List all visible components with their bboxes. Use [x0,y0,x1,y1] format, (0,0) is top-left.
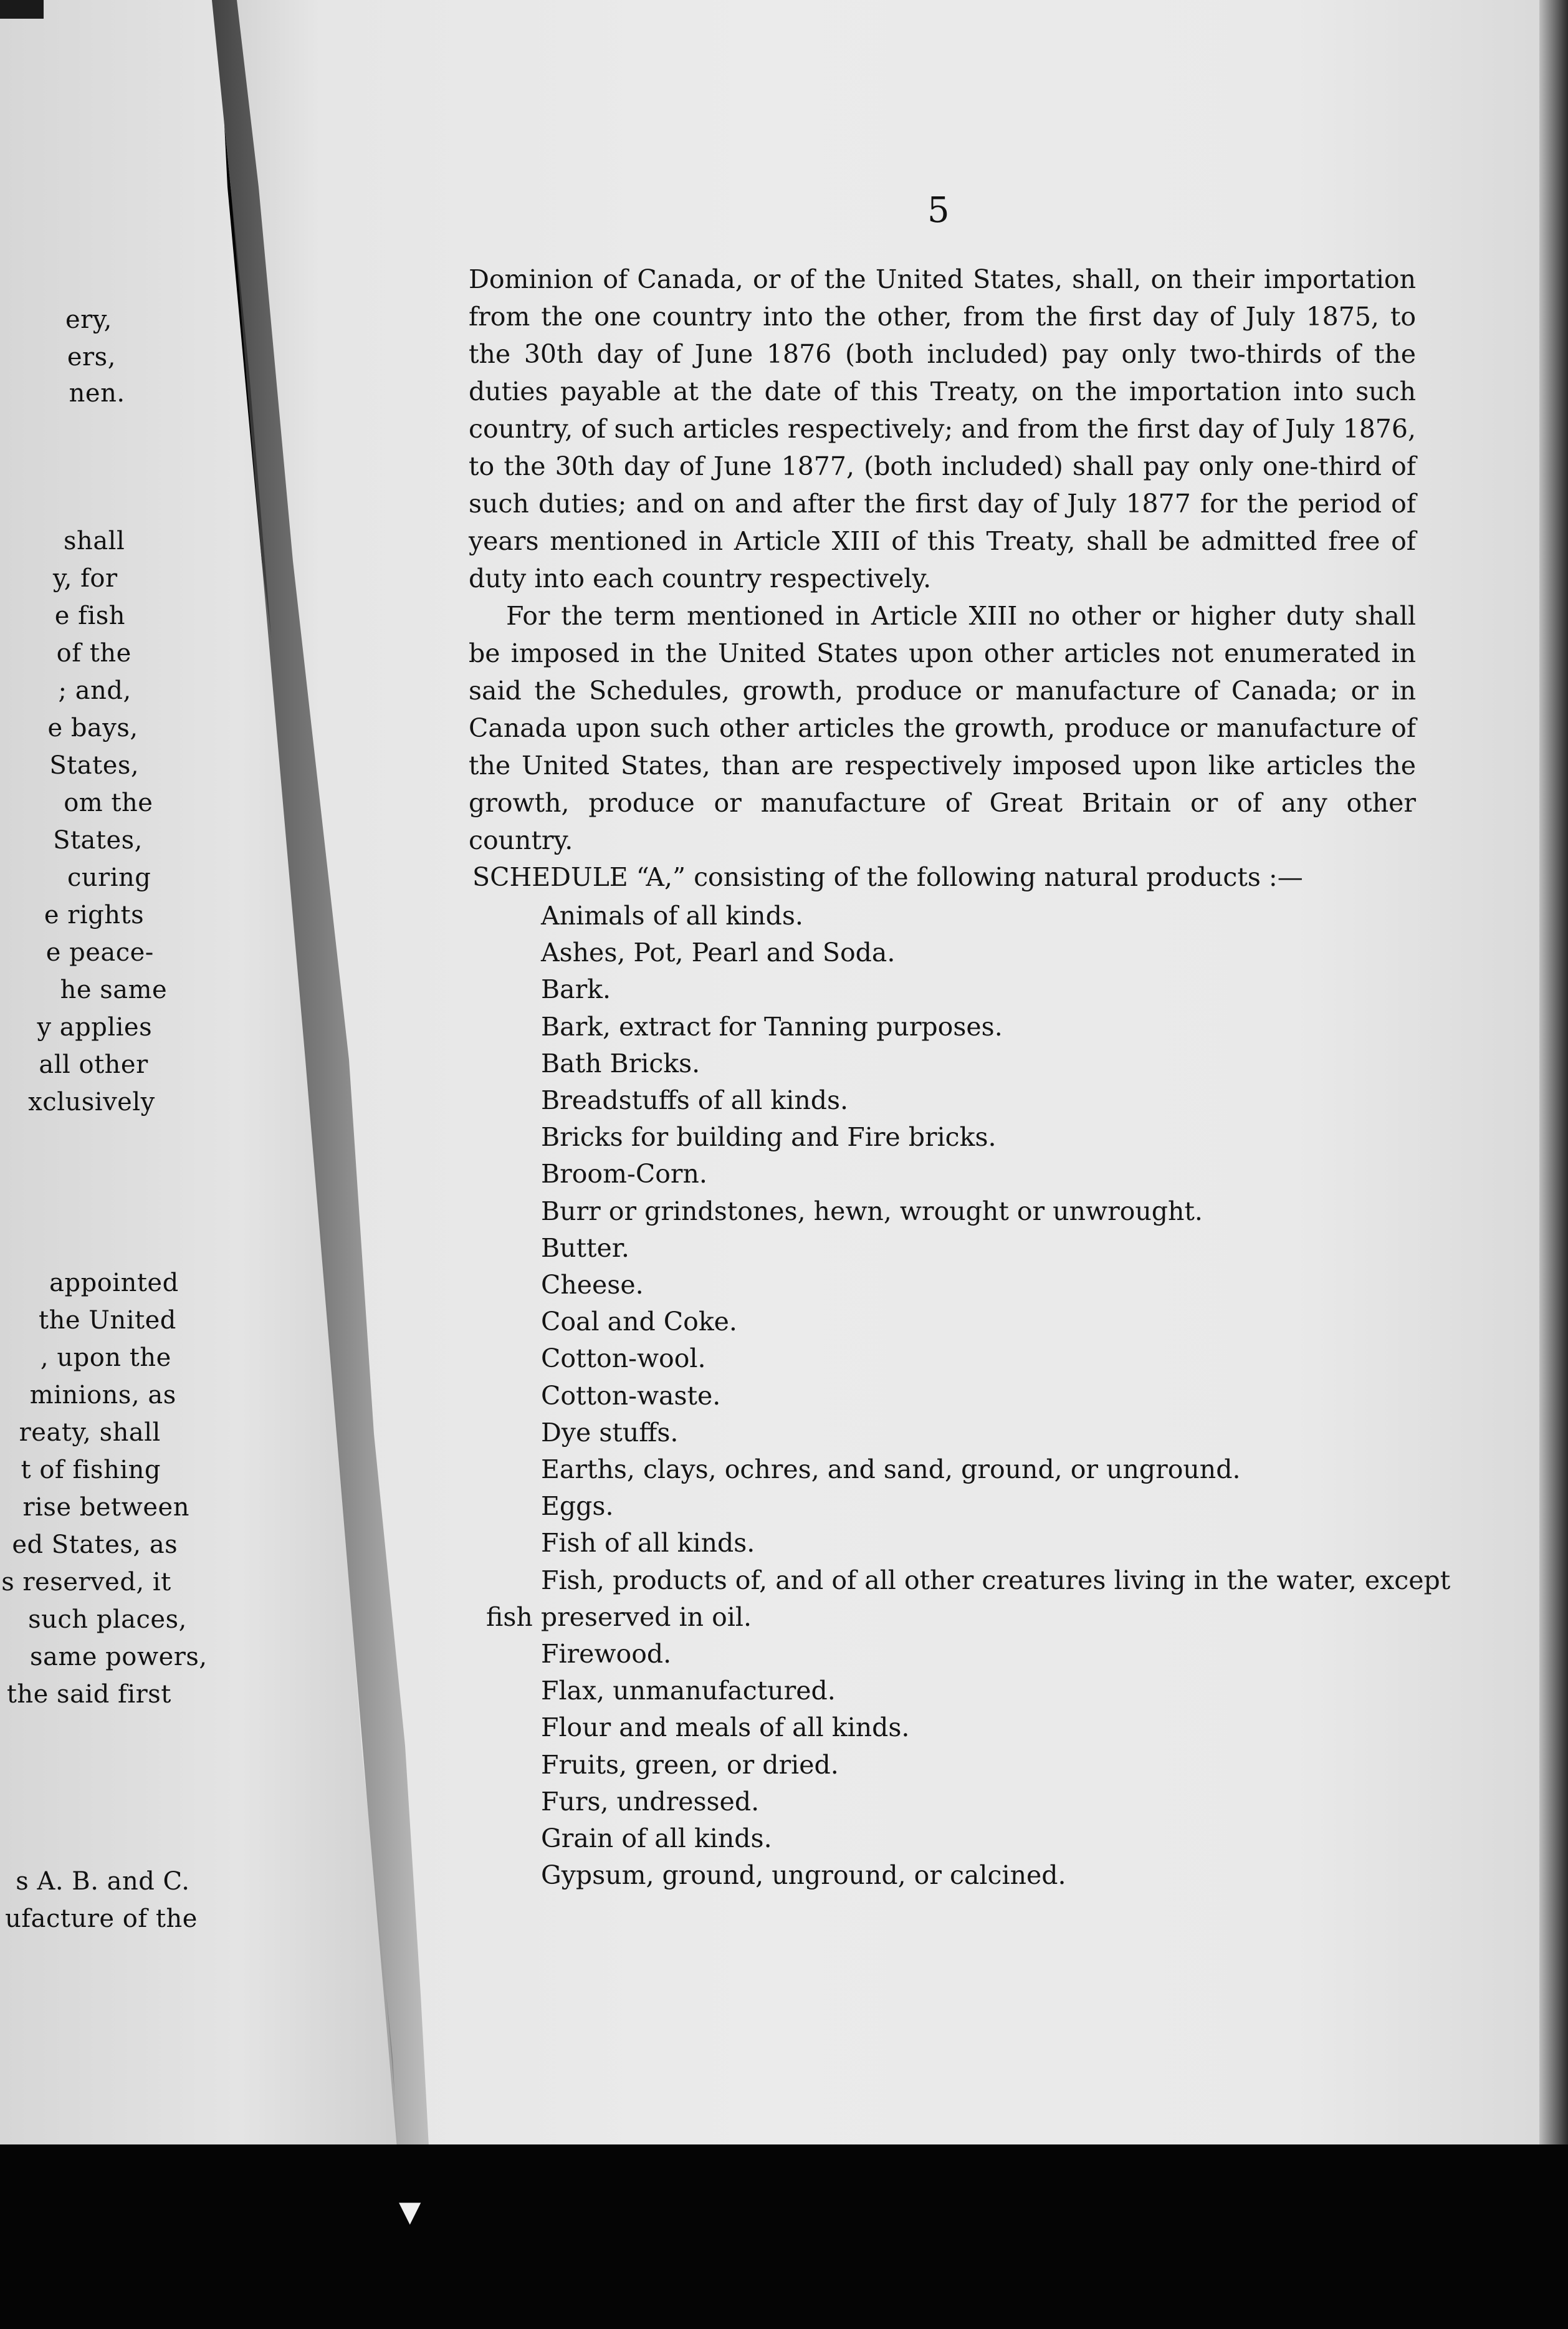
left-page-line: minions, as [29,1381,176,1409]
list-item: Ashes, Pot, Pearl and Soda. [541,938,896,968]
list-item-continuation: fish preserved in oil. [486,1601,752,1632]
left-page-line: e rights [44,901,145,929]
list-item: Cotton-wool. [541,1343,706,1374]
list-item-fish-products [486,1562,1494,1636]
left-page-line: nen. [69,379,125,408]
list-item-text: Fish, products of, and of all other creatures living in the water, except [541,1565,1451,1595]
schedule-heading: SCHEDULE “A,” consisting of the following natural products :— [472,862,1303,892]
left-page-line: shall [64,527,125,555]
left-page-line: ; and, [58,676,131,705]
list-item: Cheese. [541,1270,644,1300]
left-page-line: he same [60,976,168,1004]
left-page-line: t of fishing [21,1456,161,1484]
left-page-line: appointed [49,1269,179,1297]
left-page-line: ufacture of the [5,1904,198,1933]
list-item: Bath Bricks. [541,1048,700,1078]
list-item: Dye stuffs. [541,1417,679,1448]
list-item: Grain of all kinds. [541,1823,772,1854]
scan-marker-icon: ▼ [399,2194,421,2228]
list-item: Burr or grindstones, hewn, wrought or unwrought. [541,1196,1203,1226]
left-page-line: all other [39,1050,148,1079]
list-item: Bark. [541,974,611,1005]
list-item: Coal and Coke. [541,1307,737,1337]
left-page-line: , upon the [40,1343,171,1372]
left-page-line: States, [49,751,140,780]
left-page-line: of the [56,639,131,668]
left-page-line: xclusively [28,1088,155,1116]
left-page-line: e peace- [45,938,154,967]
schedule-list [486,898,1451,1894]
right-page-edge [1539,0,1568,2169]
page-number: 5 [927,190,950,231]
list-item: Eggs. [541,1491,614,1522]
list-item: Furs, undressed. [541,1786,760,1817]
list-item: Fruits, green, or dried. [541,1749,839,1780]
left-page-line: curing [67,863,151,892]
list-item: Butter. [541,1232,629,1263]
left-page-line: same powers, [29,1643,208,1671]
left-page-line: e fish [54,602,126,630]
left-page-line: States, [53,826,143,855]
left-page-line: reaty, shall [19,1418,161,1447]
left-page-line: rise between [22,1493,189,1522]
left-corner-shadow [0,0,44,19]
list-item: Bark, extract for Tanning purposes. [541,1011,1003,1042]
left-page-line: ed States, as [12,1530,178,1559]
left-page-line: ery, [65,305,112,334]
list-item: Animals of all kinds. [541,901,803,931]
left-page-line: om the [64,789,153,817]
list-item: Fish of all kinds. [541,1528,755,1558]
scan-border-bottom [0,2144,1568,2329]
list-item: Breadstuffs of all kinds. [541,1085,849,1116]
body-text [469,261,1416,859]
left-page-line: such places, [28,1605,187,1634]
left-page-line: e bays, [47,714,138,742]
left-page-line: s A. B. and C. [16,1867,190,1896]
list-item: Gypsum, ground, unground, or calcined. [541,1860,1066,1891]
left-page-line: ers, [67,343,116,372]
list-item: Flax, unmanufactured. [541,1676,836,1706]
left-page-line: the said first [6,1680,171,1709]
list-item: Broom-Corn. [541,1159,707,1189]
paragraph: Dominion of Canada, or of the United States, shall, on their importation from the one country into the other, from the first day of July 1875, to the 30th day of June 1876 (both included) pay only two-thirds of the duties payable at the date of this Treaty, on the importation into such country, of such articles respectively; and from the first day of July 1876, to the 30th day of June 1877, (both included) shall pay only one-third of such duties; and on and after the first day of July 1877 for the period of years mentioned in Article XIII of this Treaty, shall be admitted free of duty into each country respectively. [469,264,1416,593]
left-page-line: the United [39,1306,176,1335]
list-item: Bricks for building and Fire bricks. [541,1122,997,1153]
list-item: Cotton-waste. [541,1380,721,1411]
paragraph: For the term mentioned in Article XIII no other or higher duty shall be imposed in the United States upon other articles not enumerated in said the Schedules, growth, produce or manufacture of Canada; or in Canada upon such other articles the growth, produce or manufacture of the United States, than are respectively imposed upon like articles the growth, produce or manufacture of Great Britain or of any other country. [469,601,1416,855]
left-page-line: y applies [37,1013,153,1042]
list-item: Earths, clays, ochres, and sand, ground, or unground. [541,1454,1241,1485]
list-item: Flour and meals of all kinds. [541,1712,910,1743]
left-page-line: s reserved, it [1,1568,171,1597]
left-page-line: y, for [52,564,118,593]
list-item: Firewood. [541,1639,672,1669]
